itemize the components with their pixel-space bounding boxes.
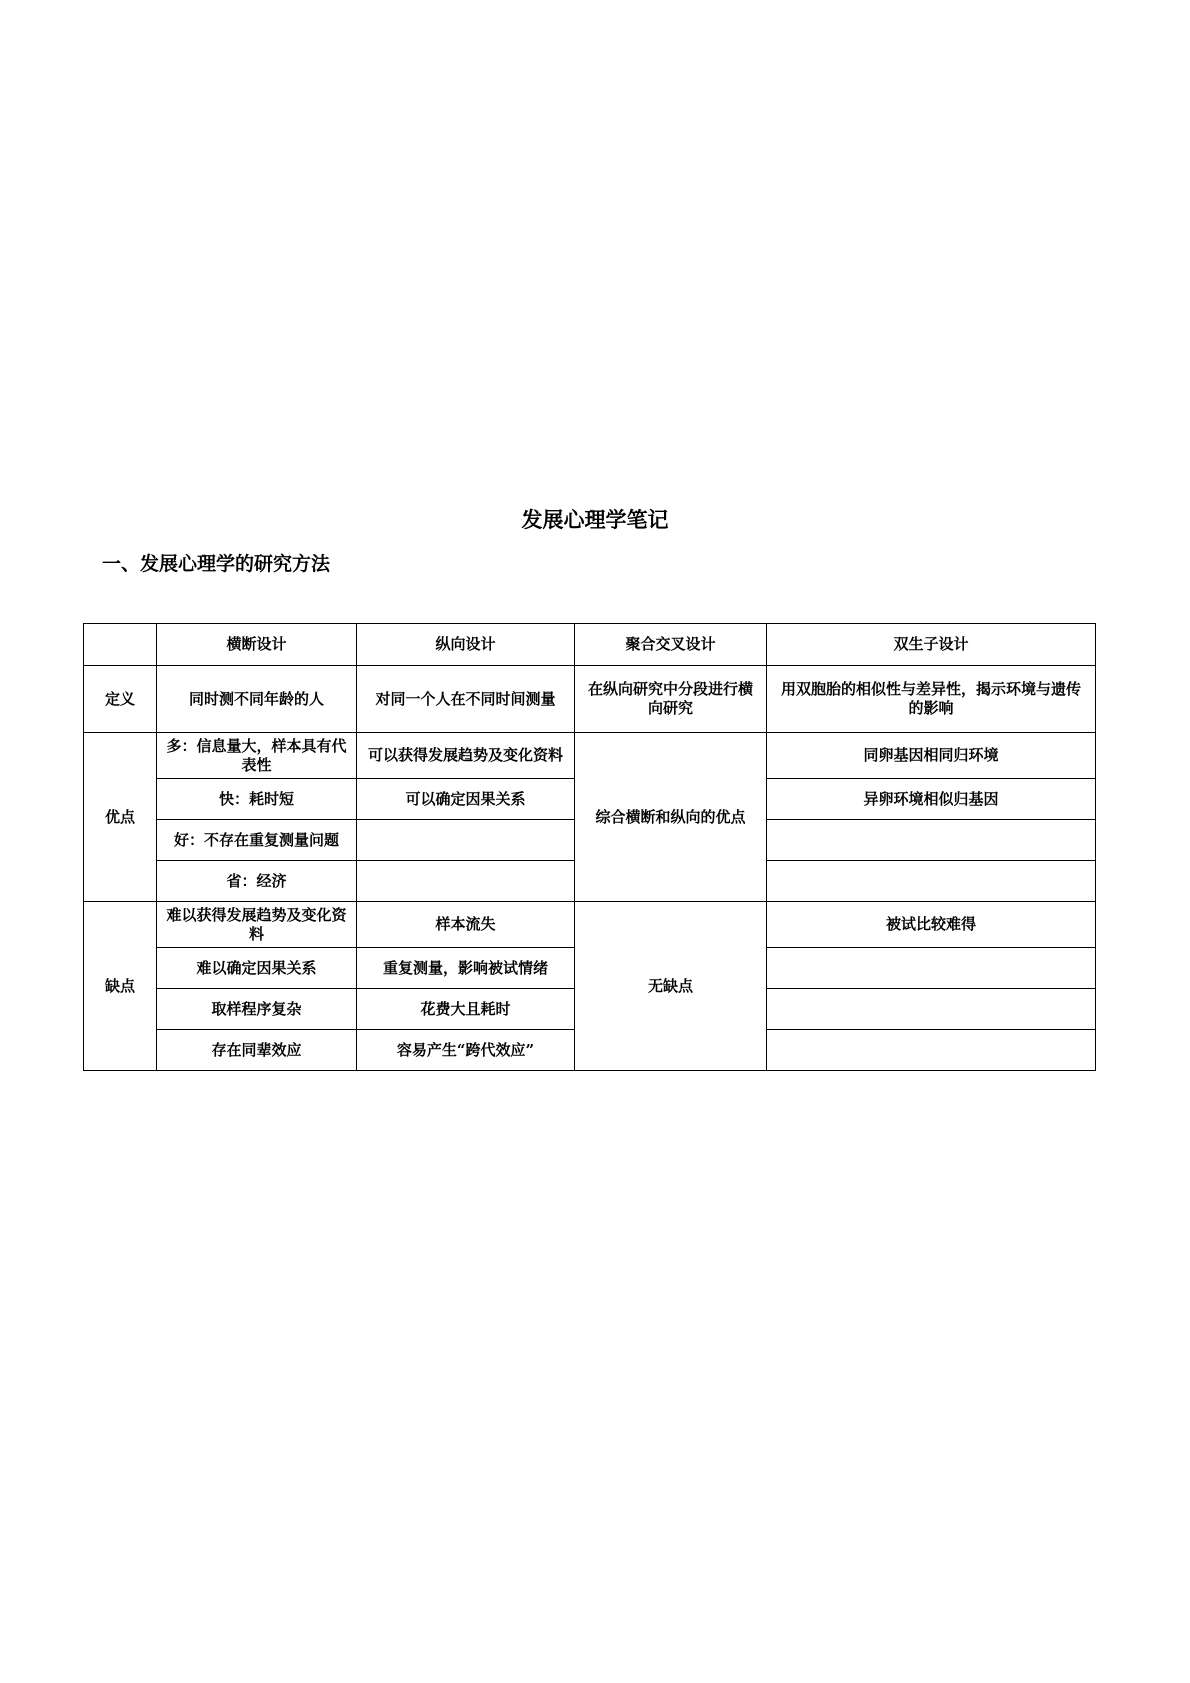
cell-advantage-cross-sectional: 快：耗时短 xyxy=(157,779,357,820)
row-label-definition: 定义 xyxy=(84,666,157,733)
document-title: 发展心理学笔记 xyxy=(521,508,669,532)
cell-advantage-longitudinal xyxy=(357,820,575,861)
cell-disadvantage-longitudinal: 样本流失 xyxy=(357,902,575,948)
cell-advantage-twin: 异卵环境相似归基因 xyxy=(767,779,1096,820)
cell-advantage-longitudinal xyxy=(357,861,575,902)
table-header-row xyxy=(84,624,1096,666)
cell-advantage-cross-sectional: 省：经济 xyxy=(157,861,357,902)
cell-advantage-cross-sectional: 多：信息量大，样本具有代表性 xyxy=(157,733,357,779)
cell-definition-longitudinal: 对同一个人在不同时间测量 xyxy=(357,666,575,733)
cell-advantage-longitudinal: 可以确定因果关系 xyxy=(357,779,575,820)
cell-disadvantage-twin: 被试比较难得 xyxy=(767,902,1096,948)
cell-definition-twin: 用双胞胎的相似性与差异性，揭示环境与遗传的影响 xyxy=(767,666,1096,733)
table-row-advantage xyxy=(84,733,1096,779)
cell-advantage-longitudinal: 可以获得发展趋势及变化资料 xyxy=(357,733,575,779)
cell-advantage-twin xyxy=(767,861,1096,902)
header-cross-sequential: 聚合交叉设计 xyxy=(575,624,767,666)
cell-disadvantage-longitudinal: 花费大且耗时 xyxy=(357,989,575,1030)
header-longitudinal: 纵向设计 xyxy=(357,624,575,666)
cell-disadvantage-cross-sectional: 难以确定因果关系 xyxy=(157,948,357,989)
row-label-disadvantages: 缺点 xyxy=(84,902,157,1071)
cell-disadvantage-cross-sectional: 取样程序复杂 xyxy=(157,989,357,1030)
cell-disadvantage-cross-sectional: 难以获得发展趋势及变化资料 xyxy=(157,902,357,948)
cell-disadvantage-twin xyxy=(767,989,1096,1030)
cell-advantage-cross-sectional: 好：不存在重复测量问题 xyxy=(157,820,357,861)
table-row-disadvantage xyxy=(84,902,1096,948)
header-twin: 双生子设计 xyxy=(767,624,1096,666)
header-cross-sectional: 横断设计 xyxy=(157,624,357,666)
cell-disadvantage-cross-sequential: 无缺点 xyxy=(575,902,767,1071)
cell-disadvantage-longitudinal: 重复测量，影响被试情绪 xyxy=(357,948,575,989)
cell-advantage-twin xyxy=(767,820,1096,861)
research-methods-table xyxy=(83,623,1096,1071)
cell-disadvantage-longitudinal: 容易产生“跨代效应” xyxy=(357,1030,575,1071)
cell-advantage-cross-sequential: 综合横断和纵向的优点 xyxy=(575,733,767,902)
cell-definition-cross-sequential: 在纵向研究中分段进行横向研究 xyxy=(575,666,767,733)
table-row-definition xyxy=(84,666,1096,733)
section-heading: 一、发展心理学的研究方法 xyxy=(102,553,331,575)
cell-definition-cross-sectional: 同时测不同年龄的人 xyxy=(157,666,357,733)
cell-advantage-twin: 同卵基因相同归环境 xyxy=(767,733,1096,779)
cell-disadvantage-twin xyxy=(767,1030,1096,1071)
header-corner-cell xyxy=(84,624,157,666)
row-label-advantages: 优点 xyxy=(84,733,157,902)
cell-disadvantage-cross-sectional: 存在同辈效应 xyxy=(157,1030,357,1071)
cell-disadvantage-twin xyxy=(767,948,1096,989)
